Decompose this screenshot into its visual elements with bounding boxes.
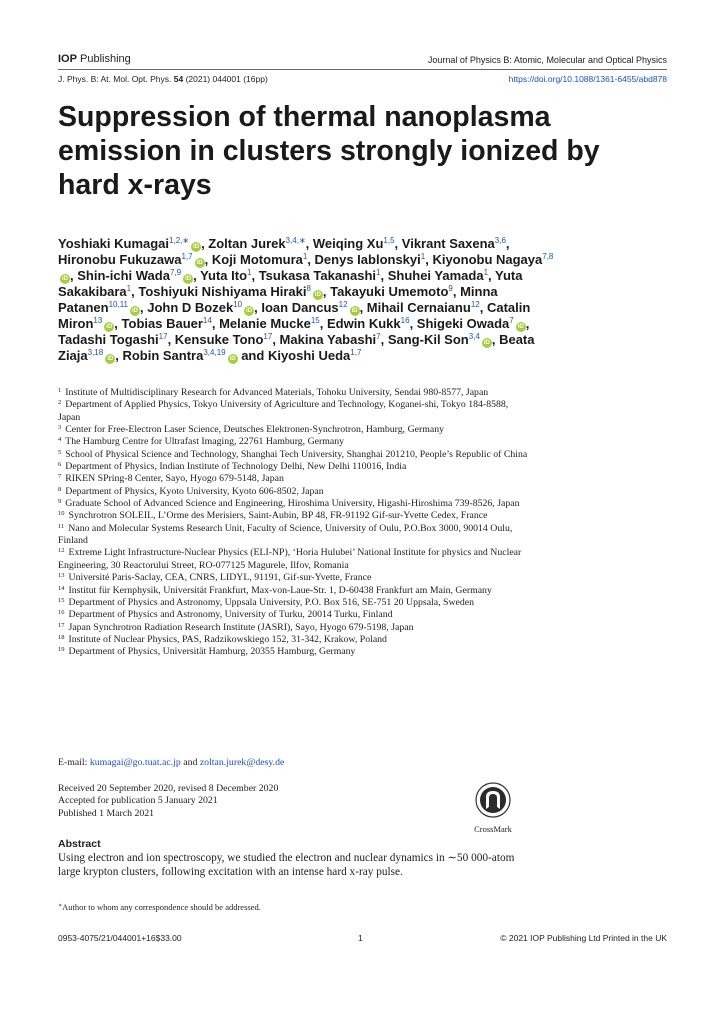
email-line: E-mail: kumagai@go.tuat.ac.jp and zoltan.jurek@desy.de [58,757,285,768]
affiliation-text: Japan Synchrotron Radiation Research Institute (JASRI), Sayo, Hyogo 679-5198, Japan [68,621,414,633]
affiliation-number: 5 [58,448,62,456]
affiliation [58,436,528,448]
author-affiliation-marks[interactable]: 9 [448,284,453,293]
orcid-icon[interactable]: iD [62,276,68,282]
author-affiliation-marks[interactable]: 3,4,∗ [285,236,306,245]
author [58,252,205,267]
affiliation-number: 16 [58,609,65,617]
author-affiliation-marks[interactable]: 14 [202,316,212,325]
author-name: Robin Santra [122,348,204,363]
author-name: Vikrant Saxena [401,236,495,251]
author [175,332,273,347]
author-name: Tsukasa Takanashi [258,268,377,283]
author-affiliation-marks[interactable]: 7,8 [542,252,554,261]
orcid-icon[interactable]: iD [196,260,203,266]
author [212,252,307,267]
author-name: Denys Iablonskyi [314,252,421,267]
author-name: Weiqing Xu [312,236,384,251]
affiliation-number: 15 [58,596,65,604]
footer-copyright: © 2021 IOP Publishing Ltd Printed in the UK [500,933,667,943]
orcid-icon[interactable]: iD [229,356,236,362]
orcid-icon[interactable]: iD [107,356,114,362]
author-name: Edwin Kukk [326,316,401,331]
affiliation-number: 9 [58,498,62,506]
email-link-kumagai[interactable]: kumagai@go.tuat.ac.jp [89,757,181,768]
author-affiliation-marks[interactable]: 1,5 [383,236,395,245]
author-name: Yuta Ito [200,268,248,283]
affiliation-number: 8 [58,485,62,493]
affiliation-text: School of Physical Science and Technology, Shanghai Tech University, Shanghai 201210, People’s Republic of China [65,448,528,460]
affiliation-number: 14 [58,584,65,592]
author-affiliation-marks[interactable]: 17 [158,332,168,341]
affiliation-number: 13 [58,572,65,580]
author-affiliation-marks[interactable]: 3,18 [87,348,104,357]
author [259,268,381,283]
affiliation [58,510,528,522]
author-name: Toshiyuki Nishiyama Hiraki [138,284,307,299]
author [280,332,381,347]
affiliation [58,609,528,621]
affiliation [58,387,528,399]
publication-dates [58,783,278,820]
author-affiliation-marks[interactable]: 1,7 [181,252,193,261]
author-affiliation-marks[interactable]: 1 [420,252,426,261]
author-affiliation-marks[interactable]: 3,4 [468,332,480,341]
affiliation-number: 4 [58,436,62,444]
header-rule [58,69,667,70]
paper-title: Suppression of thermal nanoplasma emission in clusters strongly ionized by hard x-rays [58,101,600,201]
affiliation-text: Institute of Multidisciplinary Research for Advanced Materials, Tohoku University, Sendai 980-8577, Japan [65,387,489,398]
author-name: Zoltan Jurek [208,236,286,251]
author-affiliation-marks[interactable]: 1 [126,284,132,293]
affiliation-text: Nano and Molecular Systems Research Unit, Faculty of Science, University of Oulu, P.O.Box 3000, 90014 Oulu, Finland [58,522,513,547]
author-name: Yoshiaki Kumagai [58,236,170,251]
affiliation-text: Department of Physics, Universität Hamburg, 20355 Hamburg, Germany [68,646,356,658]
author-name: Tadashi Togashi [58,332,159,347]
author [388,268,488,283]
affiliation [58,473,528,485]
author [330,284,453,299]
author-name: John D Bozek [147,300,234,315]
author-name: Makina Yabashi [279,332,377,347]
affiliation-number: 11 [58,522,65,530]
journal-name: Journal of Physics B: Atomic, Molecular and Optical Physics [427,55,667,65]
author-affiliation-marks[interactable]: 10 [233,300,243,309]
author-affiliation-marks[interactable]: 7 [376,332,381,341]
author [58,332,168,347]
footer-issn: 0953-4075/21/044001+16$33.00 [58,933,182,943]
affiliation-text: Department of Physics, Indian Institute of Technology Delhi, New Delhi 110016, India [65,461,407,473]
page-number: 1 [358,933,363,943]
affiliation [58,523,528,548]
affiliation [58,399,528,424]
affiliation-number: 3 [58,424,62,432]
received-date: Received 20 September 2020, revised 8 December 2020 [58,783,279,794]
author-list: Yoshiaki Kumagai$^{1,2,∗}$iD , Zoltan Jurek$^{3,4,∗}$, Weiqing Xu$^{1,5}$, Vikrant Saxena$^{3,6}$, Hironobu Fukuzawa$^{1,7}$iD , Koji Motomura$^1$, Denys Iablonskyi$^1$, Kiyonobu Nagaya$^{7,8}$iD , Shin-ichi Wada$^{7,9}$iD , Yuta Ito$^1$, Tsukasa Takanashi$^1$, Shuhei Yamada$^1$, Yuta Sakakibara$^1$, Toshiyuki Nishiyama Hiraki$^8$iD , Takayuki Umemoto$^9$, Minna Patanen$^{10,11}$iD , John D Bozek$^{10}$iD , Ioan Dancus$^{12}$iD , Mihail Cernaianu$^{12}$, Catalin Miron$^{13}$iD , Tobias Bauer$^{14}$, Melanie Mucke$^{15}$, Edwin Kukk$^{16}$, Shigeki Owada$^7$iD , Tadashi Togashi$^{17}$, Kensuke Tono$^{17}$, Makina Yabashi$^7$, Sang-Kil Son$^{3,4}$iD , Beata Ziaja$^{3,18}$iD , Robin Santra$^{3,4,19}$iD and Kiyoshi Ueda$^{1,7}$ [58,236,554,363]
affiliation-number: 18 [58,633,65,641]
affiliation [58,449,528,461]
author [219,316,320,331]
author-name: Takayuki Umemoto [330,284,449,299]
author-affiliation-marks[interactable]: 15 [310,316,320,325]
affiliation-number: 2 [58,399,62,407]
affiliation-text: Synchrotron SOLEIL, L’Orme des Merisiers, Saint-Aubin, BP 48, FR-91192 Gif-sur-Yvette Cedex, France [68,510,488,522]
author [261,300,359,315]
affiliation [58,634,528,646]
author-name: Minna Patanen [58,284,498,315]
publisher-logo: IOP Publishing [58,53,131,65]
author [367,300,480,315]
author-name: Catalin Miron [58,300,531,331]
citation: J. Phys. B: At. Mol. Opt. Phys. 54 (2021) 044001 (16pp) [58,74,268,84]
email-link-jurek[interactable]: zoltan.jurek@desy.de [199,757,285,768]
affiliation [58,461,528,473]
crossmark-badge[interactable] [468,782,518,834]
orcid-icon[interactable]: iD [193,244,200,250]
affiliation [58,424,528,436]
orcid-icon[interactable]: iD [314,292,321,298]
author-affiliation-marks[interactable]: 7,9 [169,268,182,277]
affiliation [58,597,528,609]
author-name: Yuta Sakakibara [58,268,523,299]
author-name: Shuhei Yamada [387,268,484,283]
author-affiliation-marks[interactable]: 7 [509,316,514,325]
affiliation-text: Université Paris-Saclay, CEA, CNRS, LIDYL, 91191, Gif-sur-Yvette, France [68,572,372,584]
orcid-icon[interactable]: iD [185,276,192,282]
author-name: Kiyoshi Ueda [267,348,351,363]
author [77,268,193,283]
affiliation-number: 19 [58,646,65,654]
affiliation-text: Department of Physics, Kyoto University, Kyoto 606-8502, Japan [65,485,324,497]
affiliation-number: 10 [58,510,65,518]
affiliation [58,622,528,634]
orcid-icon[interactable]: iD [517,324,524,330]
author-affiliation-marks[interactable]: 16 [400,316,410,325]
affiliation [58,486,528,498]
affiliation-number: 1 [58,387,62,394]
doi-link[interactable]: https://doi.org/10.1088/1361-6455/abd878 [508,74,667,84]
author-name: Tobias Bauer [121,316,203,331]
affiliation-number: 6 [58,461,62,469]
author [122,348,237,363]
affiliation [58,498,528,510]
orcid-icon[interactable]: iD [351,308,358,314]
author-affiliation-marks[interactable]: 3,6 [494,236,506,245]
author-name: Mihail Cernaianu [366,300,471,315]
affiliation-text: Institut für Kernphysik, Universität Frankfurt, Max-von-Laue-Str. 1, D-60438 Frankfurt am Main, Germany [68,584,492,596]
author [138,284,323,299]
author-affiliation-marks[interactable]: 1 [376,268,381,277]
affiliation [58,572,528,584]
abstract-heading: Abstract [58,838,101,850]
crossmark-label: CrossMark [474,824,512,834]
orcid-icon[interactable]: iD [246,308,253,314]
author [268,348,361,363]
author-affiliation-marks[interactable]: 1,2,∗ [169,236,190,245]
author-name: Hironobu Fukuzawa [58,252,182,267]
author-name: Kiyonobu Nagaya [432,252,543,267]
correspondence-footnote: ∗Author to whom any correspondence should be addressed. [58,902,261,912]
affiliation [58,585,528,597]
author-affiliation-marks[interactable]: 1,7 [350,348,362,357]
affiliation-text: Graduate School of Advanced Science and Engineering, Hiroshima University, Higashi-Hiroshima 739-8526, Japan [65,498,520,510]
affiliation-number: 17 [58,621,65,629]
author [208,236,305,251]
author [147,300,254,315]
author-name: Melanie Mucke [219,316,311,331]
author-name: Kensuke Tono [174,332,264,347]
affiliation-text: Extreme Light Infrastructure-Nuclear Physics (ELI-NP), ‘Horia Hulubei’ National Institute for physics and Nuclear Engineering, 30 Reactorului Street, RO-077125 Magurele, Ilfov, Romania [58,547,522,571]
author [122,316,212,331]
author-affiliation-marks[interactable]: 13 [93,316,103,325]
author [315,252,426,267]
author-name: Koji Motomura [211,252,303,267]
author-affiliation-marks[interactable]: 1 [483,268,489,277]
author [417,316,526,331]
author-name: Sang-Kil Son [387,332,469,347]
author-affiliation-marks[interactable]: 1 [302,252,308,261]
author-affiliation-marks[interactable]: 1 [247,268,252,277]
affiliation-text: Department of Applied Physics, Tokyo University of Agriculture and Technology, Koganei-shi, Tokyo 184-8588, Japan [58,399,509,423]
orcid-icon[interactable]: iD [483,340,490,346]
published-date: Published 1 March 2021 [58,807,155,819]
author-affiliation-marks[interactable]: 8 [306,284,311,293]
accepted-date: Accepted for publication 5 January 2021 [58,795,218,807]
orcid-icon[interactable]: iD [132,308,139,314]
author [388,332,492,347]
affiliation-text: Department of Physics and Astronomy, Uppsala University, P.O. Box 516, SE-751 20 Uppsala, Sweden [68,596,475,608]
author [58,236,201,251]
affiliation-text: RIKEN SPring-8 Center, Sayo, Hyogo 679-5148, Japan [65,473,284,485]
author [402,236,506,251]
author-name: Beata Ziaja [58,332,535,363]
affiliation-number: 7 [58,473,62,481]
affiliation-text: Center for Free-Electron Laser Science, Deutsches Elektronen-Synchrotron, Hamburg, Germany [65,424,445,436]
author-name: Ioan Dancus [261,300,339,315]
author-affiliation-marks[interactable]: 12 [470,300,480,309]
orcid-icon[interactable]: iD [106,324,113,330]
author-name: Shin-ichi Wada [77,268,170,283]
affiliation-text: Institute of Nuclear Physics, PAS, Radzikowskiego 152, 31-342, Krakow, Poland [68,633,387,645]
author-affiliation-marks[interactable]: 10,11 [108,300,129,309]
abstract-text: Using electron and ion spectroscopy, we studied the electron and nuclear dynamics in ∼50 000-atom large krypton clusters, following excitation with an intense hard x-ray pulse. [58,852,515,879]
author [327,316,410,331]
affiliation-text: Department of Physics and Astronomy, University of Turku, 20014 Turku, Finland [68,609,393,621]
author-affiliation-marks[interactable]: 12 [338,300,348,309]
affiliation-number: 12 [58,547,65,555]
affiliation [58,646,528,658]
crossmark-icon [475,782,511,818]
author-affiliation-marks[interactable]: 17 [263,332,273,341]
author-name: Shigeki Owada [416,316,510,331]
affiliation-list [58,387,528,659]
author [200,268,251,283]
author-conjunction: and [237,348,268,363]
author [313,236,395,251]
author-affiliation-marks[interactable]: 3,4,19 [203,348,226,357]
affiliation [58,547,528,572]
affiliation-text: The Hamburg Centre for Ultrafast Imaging, 22761 Hamburg, Germany [65,436,345,448]
